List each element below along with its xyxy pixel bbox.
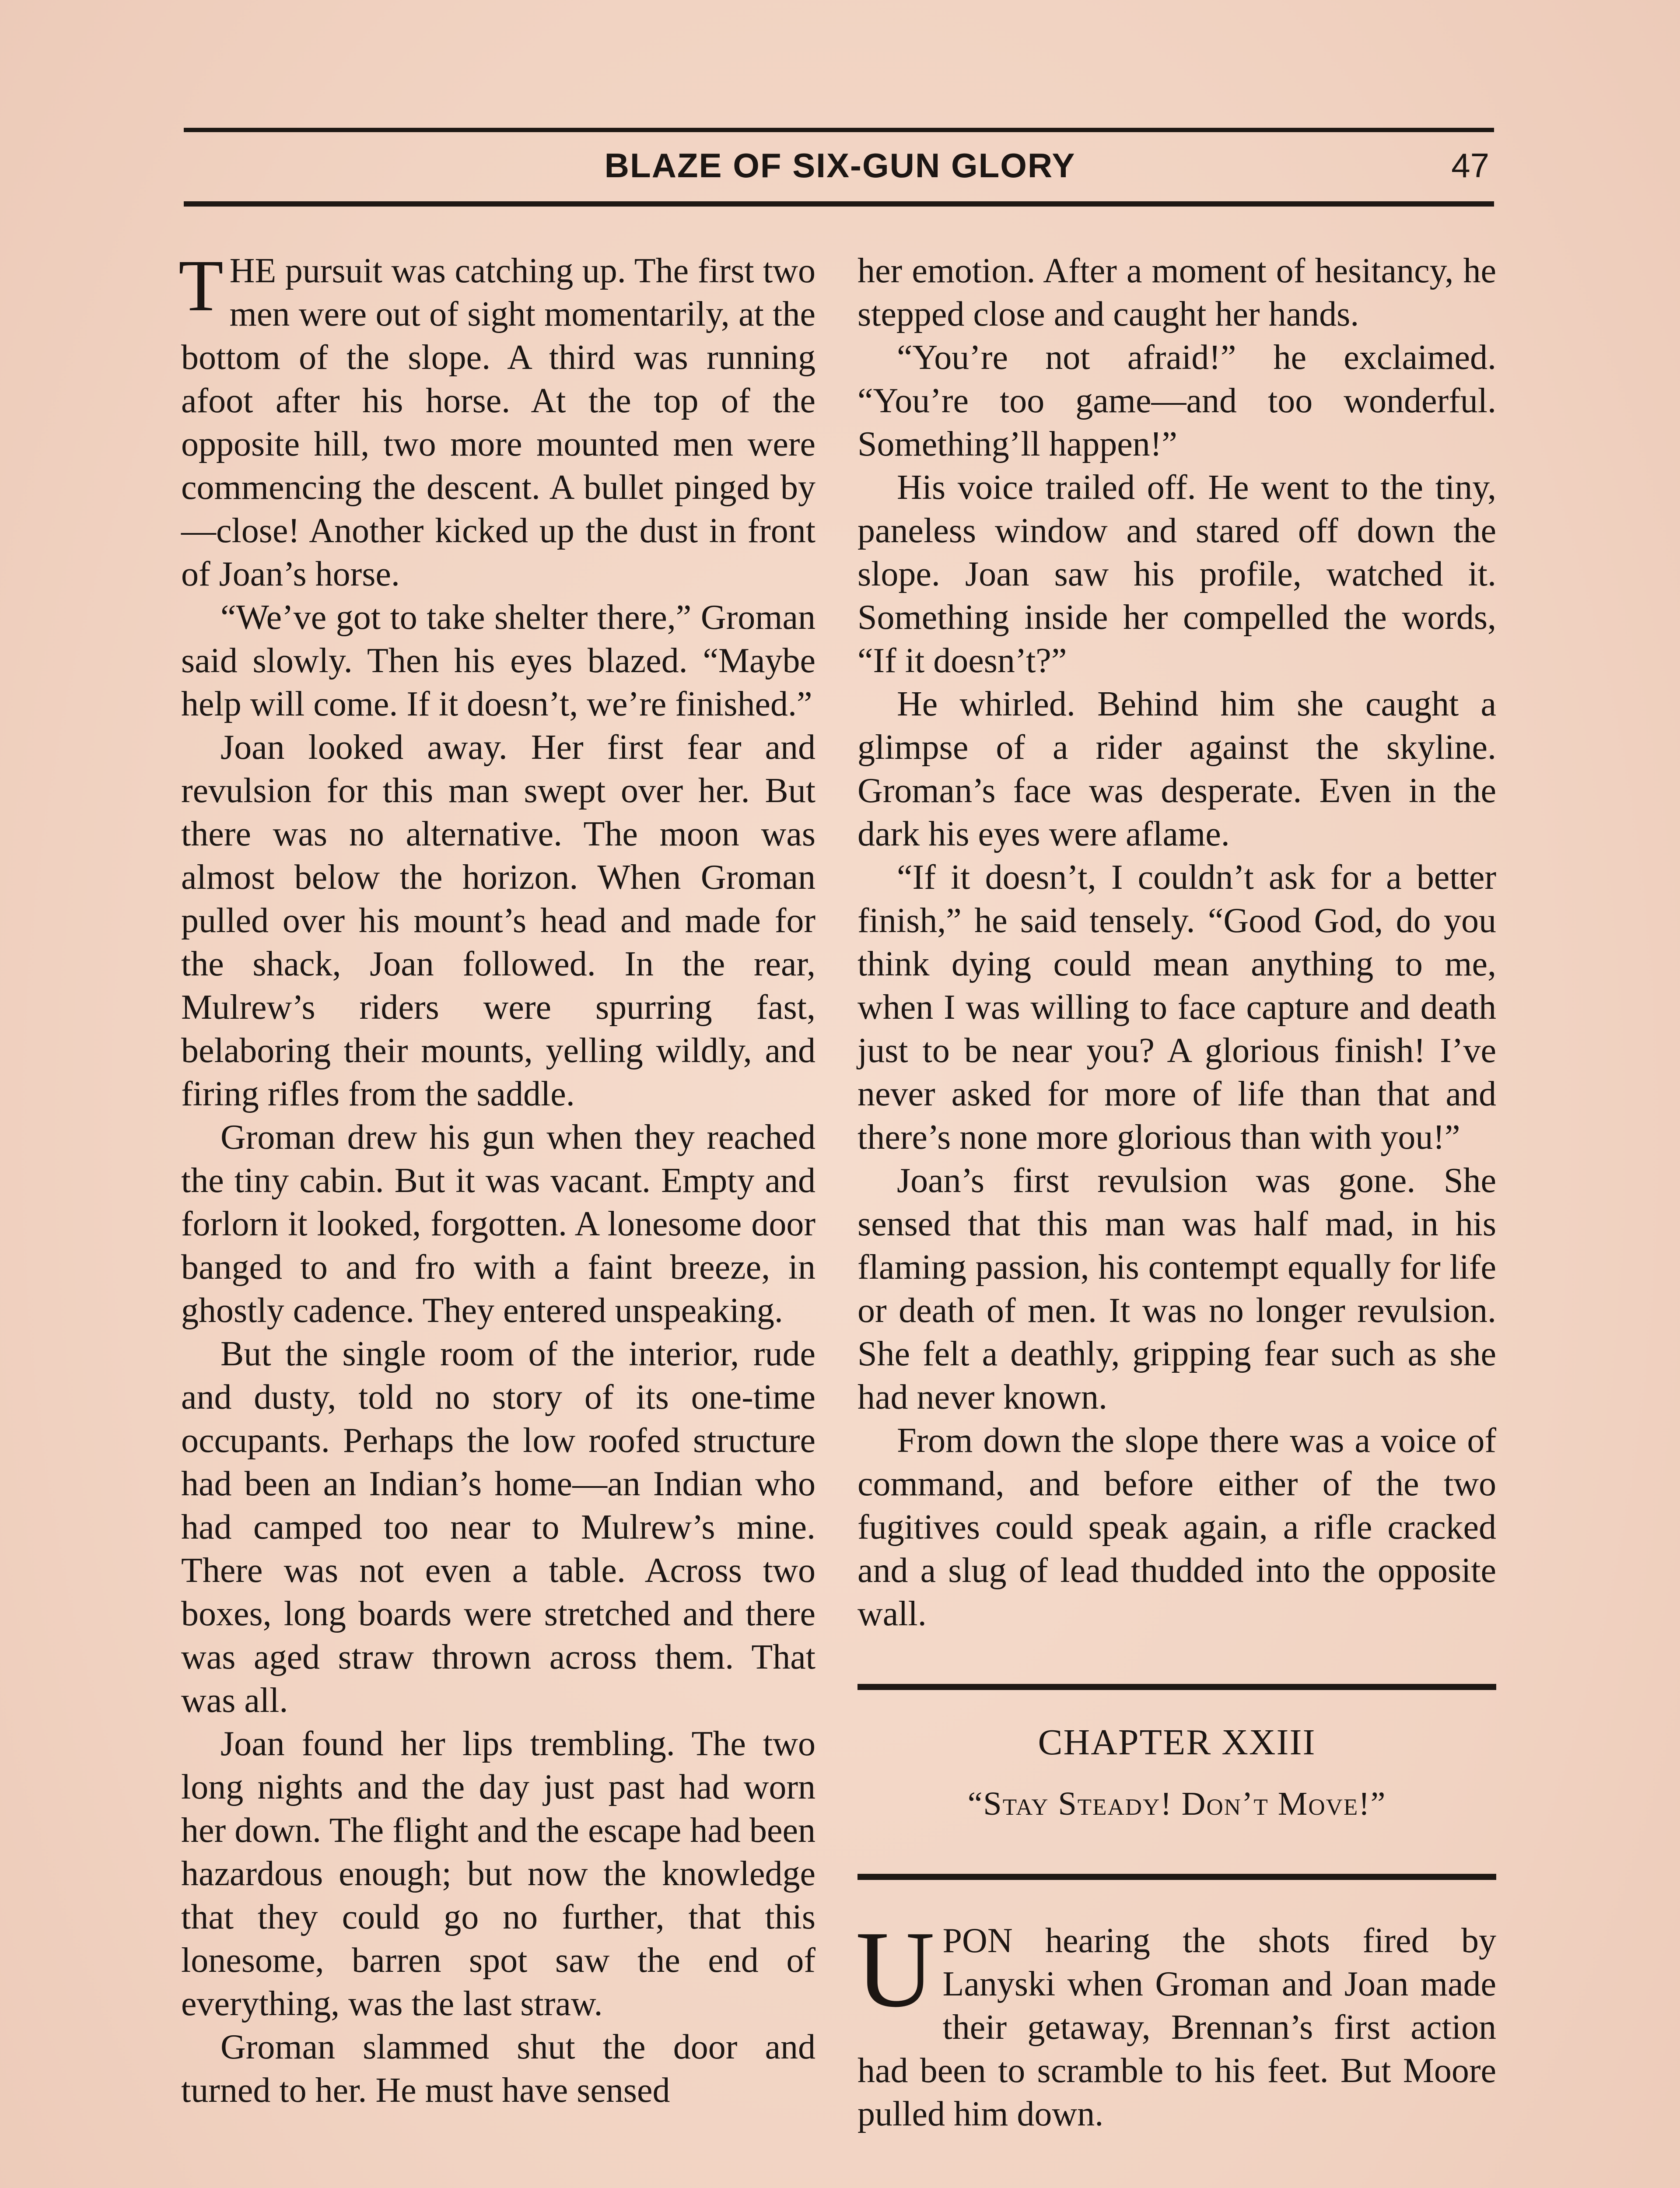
paragraph: Groman slammed shut the door and turned to her. He must have sensed xyxy=(181,2028,816,2110)
paragraph: “If it doesn’t, I couldn’t ask for a better finish,” he said tensely. “Good God, do you think dying could mean anything to me, when I was willing to face capture and death just to be near you? A glorious finish! I’ve never asked for more of life than that and there’s none more glorious than with you!” xyxy=(858,858,1496,1157)
chapter-subtitle: “Stay Steady! Don’t Move!” xyxy=(967,1785,1386,1822)
left-column xyxy=(178,245,816,2112)
drop-cap: U xyxy=(856,1909,935,2030)
drop-cap: T xyxy=(178,245,224,326)
page-number: 47 xyxy=(1451,146,1489,185)
paragraph: Groman drew his gun when they reached the tiny cabin. But it was vacant. Empty and forlorn it looked, forgotten. A lonesome door banged to and fro with a faint breeze, in ghostly cadence. They entered unspeaking. xyxy=(181,1118,816,1330)
paragraph: He whirled. Behind him she caught a glimpse of a rider against the skyline. Groman’s face was desperate. Even in the dark his eyes were aflame. xyxy=(858,685,1496,853)
paragraph: Joan’s first revulsion was gone. She sensed that this man was half mad, in his flaming passion, his contempt equally for life or death of men. It was no longer revulsion. She felt a deathly, gripping fear such as she had never known. xyxy=(858,1161,1496,1417)
header-bottom-rule xyxy=(184,201,1494,207)
running-header-title: BLAZE OF SIX-GUN GLORY xyxy=(604,146,1076,185)
chapter-top-rule xyxy=(858,1684,1496,1690)
right-column xyxy=(858,249,1496,2136)
paragraph: Joan looked away. Her first fear and revulsion for this man swept over her. But there was no alternative. The moon was almost below the horizon. When Groman pulled over his mount’s head and made for the shack, Joan followed. In the rear, Mulrew’s riders were spurring fast, belaboring their mounts, yelling wildly, and firing rifles from the saddle. xyxy=(181,728,816,1113)
paragraph: Joan found her lips trembling. The two long nights and the day just past had worn her down. The flight and the escape had been hazardous enough; but now the knowledge that they could go no further, that this lonesome, barren spot saw the end of everything, was the last straw. xyxy=(181,1725,816,2023)
paragraph: “You’re not afraid!” he exclaimed. “You’re too game—and too wonderful. Something’ll happen!” xyxy=(858,338,1496,463)
paragraph: But the single room of the interior, rude and dusty, told no story of its one-time occupants. Perhaps the low roofed structure had been an Indian’s home—an Indian who had camped too near to Mulrew’s mine. There was not even a table. Across two boxes, long boards were stretched and there was aged straw thrown across them. That was all. xyxy=(181,1335,816,1720)
paragraph: “We’ve got to take shelter there,” Groman said slowly. Then his eyes blazed. “Maybe help will come. If it doesn’t, we’re finished.” xyxy=(181,598,816,723)
chapter-title: CHAPTER XXIII xyxy=(1038,1722,1316,1763)
paragraph: THE pursuit was catching up. The first two men were out of sight momentarily, at the bottom of the slope. A third was running afoot after his horse. At the top of the opposite hill, two more mounted men were commencing the descent. A bullet pinged by—close! Another kicked up the dust in front of Joan’s horse. xyxy=(178,245,816,593)
paragraph: UPON hearing the shots fired by Lanyski when Groman and Joan made their getaway, Brennan’s first action had been to scramble to his feet. But Moore pulled him down. xyxy=(856,1909,1496,2133)
paragraph: her emotion. After a moment of hesitancy, he stepped close and caught her hands. xyxy=(858,252,1496,333)
chapter-bottom-rule xyxy=(858,1874,1496,1880)
header-top-rule xyxy=(184,128,1494,132)
paragraph: His voice trailed off. He went to the tiny, paneless window and stared off down the slope. Joan saw his profile, watched it. Something inside her compelled the words, “If it doesn’t?” xyxy=(858,468,1496,680)
paragraph: From down the slope there was a voice of command, and before either of the two fugitives could speak again, a rifle cracked and a slug of lead thudded into the opposite wall. xyxy=(858,1421,1496,1633)
